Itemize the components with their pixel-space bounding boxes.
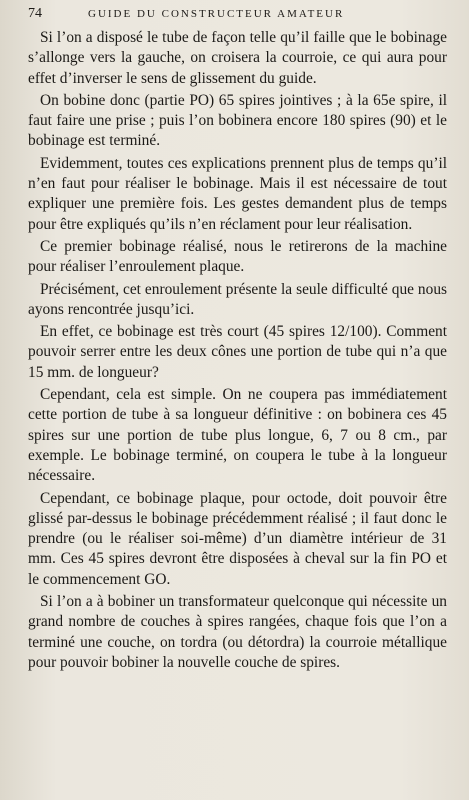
running-title: GUIDE DU CONSTRUCTEUR AMATEUR <box>88 8 345 20</box>
body-text <box>28 28 447 673</box>
paragraph: Evidemment, toutes ces explications prennent plus de temps qu’il n’en faut pour réaliser le bobinage. Mais il est nécessaire de tout expliquer une première fois. Les gestes demandent plus de temps pour être expliqués qu’ils n’en réclament pour leur réalisation. <box>28 154 447 233</box>
paragraph: Si l’on a à bobiner un transformateur quelconque qui nécessite un grand nombre de couches à spires rangées, chaque fois que l’on a terminé une couche, on tordra (ou détordra) la courroie métallique pour pouvoir bobiner la nouvelle couche de spires. <box>28 593 447 671</box>
paragraph: Ce premier bobinage réalisé, nous le retirerons de la machine pour réaliser l’enroulement plaque. <box>28 237 447 276</box>
page-number: 74 <box>28 6 42 21</box>
paragraph: En effet, ce bobinage est très court (45 spires 12/100). Comment pouvoir serrer entre les deux cônes une portion de tube qui n’a que 15 mm. de longueur? <box>28 323 447 381</box>
paragraph: Précisément, cet enroulement présente la seule difficulté que nous ayons rencontrée jusqu’ici. <box>28 280 447 318</box>
paragraph: On bobine donc (partie PO) 65 spires jointives ; à la 65e spire, il faut faire une prise ; puis l’on bobinera encore 180 spires (90) et le bobinage est terminé. <box>28 91 447 150</box>
page-header <box>28 6 447 28</box>
paragraph: Si l’on a disposé le tube de façon telle qu’il faille que le bobinage s’allonge vers la gauche, on croisera la courroie, ce qui aura pour effet d’inverser le sens de glissement du guide. <box>28 29 447 87</box>
paragraph: Cependant, cela est simple. On ne coupera pas immédiatement cette portion de tube à sa longueur définitive : on bobinera ces 45 spires sur une portion de tube plus longue, 6, 7 ou 8 cm., par exemple. Le bobinage terminé, on coupera le tube à la longueur nécessaire. <box>28 386 447 485</box>
paragraph: Cependant, ce bobinage plaque, pour octode, doit pouvoir être glissé par-dessus le bobinage précédemment réalisé ; il faut donc le prendre (ou le réaliser soi-même) d’un diamètre intérieur de 31 mm. Ces 45 spires devront être disposées à cheval sur la fin PO et le commencement GO. <box>28 489 447 588</box>
